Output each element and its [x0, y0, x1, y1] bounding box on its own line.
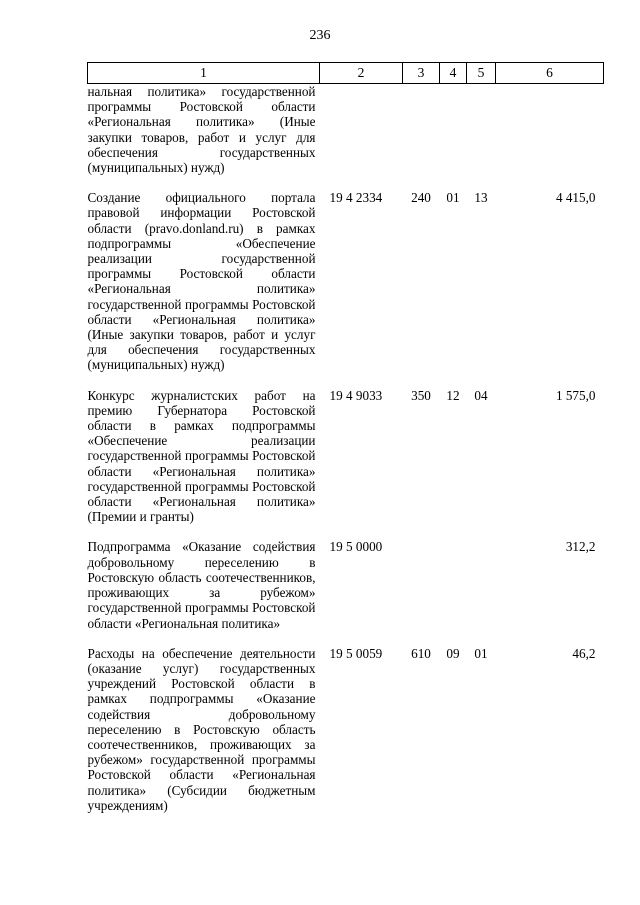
- row-description: Подпрограмма «Оказание содействия добровольному переселению в Ростовскую область соотечественников, проживающих за рубежом» государственной программы Ростовской области «Региональная политика»: [87, 539, 316, 631]
- table-row: [88, 646, 604, 828]
- row-description: Создание официального портала правовой информации Ростовской области (pravo.donland.ru) в рамках подпрограммы «Обеспечение реализации государственной программы Ростовской области «Региональная политика» государственной программы Ростовской области «Региональная политика» (Иные закупки товаров, работ и услуг для обеспечения государственных (муниципальных) нужд): [87, 190, 316, 373]
- table-header: [88, 63, 604, 84]
- row-pr: [467, 539, 496, 645]
- column-header-1: 1: [88, 63, 320, 84]
- row-code: 19 4 2334: [329, 190, 383, 206]
- row-rz: [440, 84, 467, 191]
- row-amount: 46,2: [572, 645, 596, 661]
- row-vr: 610: [411, 645, 431, 661]
- column-header-4: 4: [440, 63, 467, 84]
- row-amount: 1 575,0: [555, 387, 596, 403]
- row-amount: 4 415,0: [555, 190, 596, 206]
- column-header-5: 5: [467, 63, 496, 84]
- row-rz: 12: [446, 387, 460, 403]
- row-rz: [440, 539, 467, 645]
- row-rz: 01: [446, 190, 460, 206]
- table-row: [88, 190, 604, 387]
- row-pr: [467, 84, 496, 191]
- column-header-2: 2: [320, 63, 403, 84]
- row-description: Расходы на обеспечение деятельности (оказание услуг) государственных учреждений Ростовской области в рамках подпрограммы «Оказание содействия добровольному переселению в Ростовскую область соотечественников, проживающих за рубежом» государственной программы Ростовской области «Региональная политика» (Субсидии бюджетным учреждениям): [87, 645, 316, 813]
- table-row: [88, 388, 604, 540]
- row-vr: [403, 539, 440, 645]
- row-vr: 350: [411, 387, 431, 403]
- row-pr: 13: [474, 190, 488, 206]
- row-description: Конкурс журналистских работ на премию Губернатора Ростовской области в рамках подпрограммы «Обеспечение реализации государственной программы Ростовской области «Региональная политика» государственной программы Ростовской области «Региональная политика» (Премии и гранты): [87, 387, 316, 525]
- row-code: [320, 84, 403, 191]
- row-code: 19 5 0059: [329, 645, 383, 661]
- row-vr: [403, 84, 440, 191]
- row-amount: 312,2: [565, 539, 596, 555]
- row-code: 19 5 0000: [329, 539, 383, 555]
- row-amount: [496, 84, 604, 191]
- row-pr: 01: [474, 645, 488, 661]
- column-header-3: 3: [403, 63, 440, 84]
- budget-table: [87, 62, 604, 828]
- row-pr: 04: [474, 387, 488, 403]
- row-rz: 09: [446, 645, 460, 661]
- page-number: 236: [309, 28, 331, 43]
- column-header-6: 6: [496, 63, 604, 84]
- table-row: [88, 84, 604, 191]
- table-row: [88, 539, 604, 645]
- row-vr: 240: [411, 190, 431, 206]
- row-code: 19 4 9033: [329, 387, 383, 403]
- row-description: нальная политика» государственной программы Ростовской области «Региональная политика» (Иные закупки товаров, работ и услуг для обеспечения государственных (муниципальных) нужд): [87, 84, 316, 176]
